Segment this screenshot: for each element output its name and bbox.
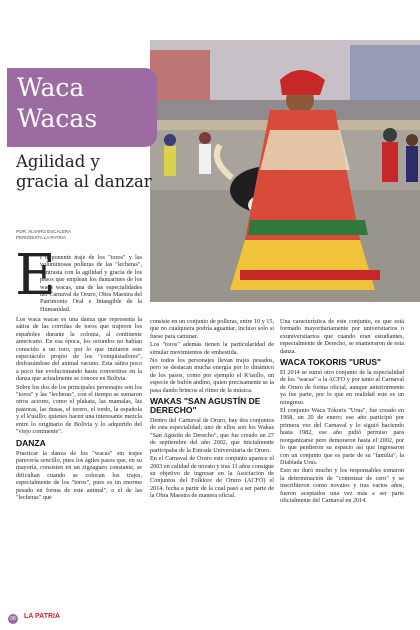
section-heading-danza: DANZA	[16, 437, 46, 448]
paragraph: El conjunto Waca Tokoris "Urus", fue creado en 1968, un 20 de enero; ese año participó por primera vez del Carnaval y lo siguió haciendo hasta 1982, ese año pidió permiso para reorganizarse pero demoraron hasta el 2002, por lo que perdieron su espacio así que ingresaron con un conjunto que es parte de su "familia", la Diablada Urus.	[280, 407, 404, 466]
page-footer	[4, 612, 124, 626]
page-number: 06	[8, 614, 18, 624]
paragraph: Practicar la danza de los "wacas" sin trajes parecería sencillo, pues los ágiles pasos que, en su mayoría, consisten en un zigzagueo constante, se dificultan cuando se colocan los trajes, especialmente de los "toros", pues es un enorme pesado en forma de este animal", o el de las "lecheras" que	[16, 449, 142, 501]
paragraph: Una característica de este conjunto, es que está formado mayoritariamente por universitarios o exuniversitarios que cuando eran estudiantes, especialmente de Derecho, se enamoraron de esta danza.	[280, 318, 404, 355]
column-3	[280, 318, 404, 505]
section-heading-tokoris: WACA TOKORIS "URUS"	[280, 357, 382, 368]
paragraph: Dentro del Carnaval de Oruro, hay dos conjuntos de esta especialidad; uno de ellos son los Wakas "San Agustín de Derecho", que fue creado un 27 de septiembre del año 2002, que inicialmente participaba de la Entrada Universitaria de Oruro.	[150, 417, 274, 454]
byline-role: PERIODISTA LA PATRIA	[16, 235, 67, 240]
publication-logo: LA PATRIA	[24, 613, 61, 620]
intro-paragraph: l imponente traje de los "toros" y las voluminosas polleras de las "lecheras", contrasta con la agilidad y gracia de los pasos que emplean los danzarines de los waca wacas, una de las especialidades del Carnaval de Oruro, Obra Maestra del Patrimonio Oral e Intangible de la Humanidad.	[40, 254, 142, 313]
byline-author: POR: ÁLVARO ESCALERA	[16, 229, 72, 234]
title-line-2: Wacas	[17, 104, 98, 133]
column-2	[150, 318, 274, 501]
title-line-1: Waca	[17, 73, 85, 102]
section-heading-san-agustin: WAKAS "SAN AGUSTÍN DE DERECHO"	[150, 396, 261, 416]
subtitle: Agilidad y gracia al danzar	[16, 152, 152, 191]
carnival-dancer-illustration	[150, 40, 420, 302]
drop-cap: E	[15, 243, 56, 308]
paragraph: Los waca wacas es una danza que representa la sátira de las corridas de toros que trajeron los españoles durante la colonia, al continente americano. En esa época, los oriundos no habían conocido a un toro, por lo que imitaron este espectáculo propio de los "conquistadores", disfrazándose del animal vacuno. Esta sátira poco a poco fue evolucionando hasta convertirse en la danza que actualmente se conoce en Bolivia.	[16, 316, 142, 383]
paragraph: consiste en un conjunto de polleras, entre 10 y 15, que no cualquiera podría aguantar, incluso solo si fuese para caminar.	[150, 318, 274, 340]
paragraph: Esto no duró mucho y los responsables tomaron la determinación de "comenzar de cero" y se inscribieron como novatos y tras varios años, fueron aceptados una vez más a ser parte oficialmente del Carnaval en 2014.	[280, 467, 404, 504]
paragraph: Los "toros" además tienen la particularidad de simular movimientos de embestida.	[150, 341, 274, 356]
column-1	[16, 316, 142, 502]
paragraph: En el Carnaval de Oruro este conjunto aparece el 2003 en calidad de novato y tras 11 años consigue su objetivo de ingresar en la Asociación de Conjuntos del Folklore de Oruro (ACFO) el 2014, fecha a partir de la cual pasó a ser parte de la Obra Maestra de manera oficial.	[150, 455, 275, 500]
title-box	[7, 68, 157, 147]
carnival-photo	[150, 40, 420, 302]
byline	[16, 229, 156, 241]
paragraph: Sobre los dos de los principales personajes son los "toros" y las "lecheras", con el tiempo se sumaron otros actores, como el plakata, las mamalas, las pastoras, las ñusas, el torero, el tordo, la española y el k'usillo; quienes hacen una interesante mezcla entre lo originario de Bolivia y lo adquirido del "viejo continente".	[16, 383, 142, 436]
paragraph: No todos los personajes llevan trajes pesados, pero se destacan mucha energía por lo dinámico de los pasos, como por ejemplo el K'usillo, un especie de bufón andino, quien precisamente se la pasa dando brincos al ritmo de la música.	[150, 357, 274, 394]
paragraph: El 2014 se sumó otro conjunto de la especialidad de los "wacas" a la ACFO y por tanto al Carnaval de Oruro de forma oficial, aunque anteriormente ya fue parte, por lo que en realidad este es un reingreso.	[280, 369, 404, 406]
